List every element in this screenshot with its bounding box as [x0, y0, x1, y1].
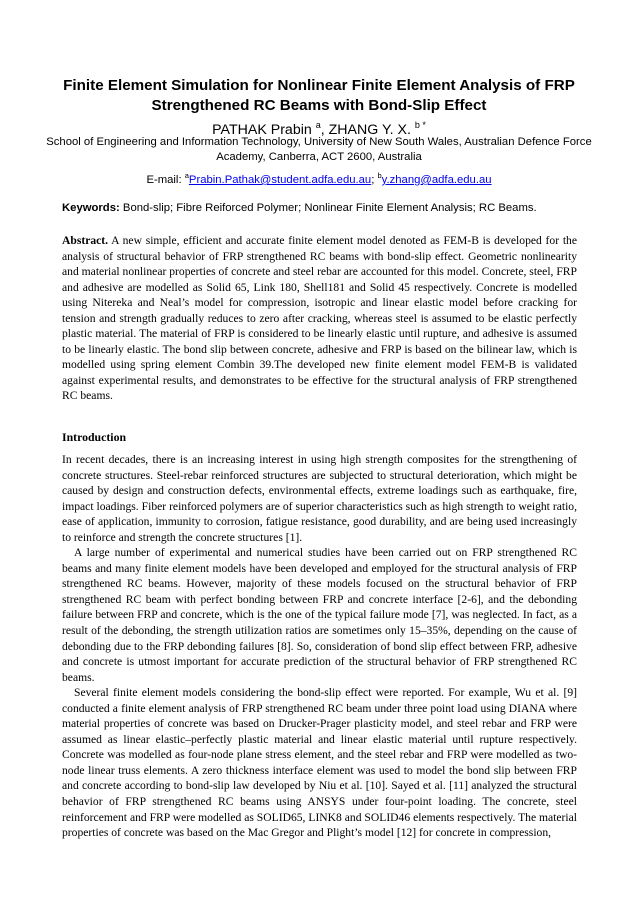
introduction-heading: Introduction — [62, 430, 127, 444]
paper-title: Finite Element Simulation for Nonlinear Finite Element Analysis of FRP Strengthened RC Beams with Bond-Slip Effect — [63, 77, 575, 114]
email-2-mark: b — [377, 171, 382, 180]
email-1-mark: a — [184, 171, 189, 180]
abstract — [62, 233, 577, 404]
email-line — [40, 168, 598, 188]
abstract-text: A new simple, efficient and accurate finite element model denoted as FEM-B is developed for the analysis of structural behavior of FRP strengthened RC beams with bond-slip effect. Geometric nonlinearity and material nonlinear properties of concrete and steel rebar are accounted for this model. Concrete, steel, FRP and adhesive are modelled as Solid 65, Link 180, Shell181 and Solid 45 respectively. Concrete is modelled using Nitereka and Neal’s model for compression, isotropic and linear elastic model before cracking for tension and strength gradually reduces to zero after cracking, whereas steel is assumed to be elastic perfectly plastic material. The material of FRP is considered to be linearly elastic until rupture, and adhesive is assumed to be linearly elastic. The bond slip between concrete, adhesive and FRP is based on the bilinear law, which is modelled using spring element Combin 39.The developed new finite element model FEM-B is validated against experimental results, and demonstrates to be effective for the structural analysis of FRP strengthened RC beams. — [62, 234, 577, 403]
affiliation: School of Engineering and Information Technology, University of New South Wales, Australian Defence Force Academy, Canberra, ACT 2600, Australia — [46, 136, 592, 163]
email-link-author-2[interactable]: y.zhang@adfa.edu.au — [381, 174, 492, 186]
author-separator: , — [320, 122, 325, 138]
keywords-text: Bond-slip; Fibre Reiforced Polymer; Nonlinear Finite Element Analysis; RC Beams. — [122, 202, 537, 214]
keywords-label: Keywords: — [62, 202, 120, 214]
introduction-paragraph-2: A large number of experimental and numerical studies have been carried out on FRP strengthened RC beams and many finite element models have been developed and employed for the structural analysis of FRP strengthened RC beams. However, majority of these models focused on the structural behavior of FRP strengthened RC beam with perfect bonding between FRP and concrete interface [2-6], and the debonding failure between FRP and concrete, which is the one of the typical failure mode [7], was neglected. In fact, as a result of the debonding, the strength utilization ratios are sometimes only 15–35%, depending on the cause of debonding due to the FRP debonding failures [8]. So, consideration of bond slip effect between FRP, adhesive and concrete is utmost important for accurate prediction of the structural behavior of FRP strengthened RC beams. — [62, 546, 577, 684]
email-separator: ; — [371, 174, 375, 186]
author-1-affiliation-mark: a — [315, 120, 321, 130]
author-2-affiliation-mark: b * — [414, 120, 426, 130]
introduction-paragraph-3: Several finite element models considering the bond-slip effect were reported. For example, Wu et al. [9] conducted a finite element analysis of FRP strengthened RC beam under three point load using DIANA where material properties of concrete was based on Drucker-Prager plasticity model, and steel rebar and FRP were assumed as linear elastic–perfectly plastic material and linear elastic material until rupture respectively. Concrete was modelled as four-node plane stress element, and the steel rebar and FRP were modelled as two-node linear truss elements. A zero thickness interface element was used to model the bond slip between FRP and concrete according to bond-slip law developed by Niu et al. [10]. Sayed et al. [11] analyzed the structural behavior of FRP strengthened RC beams using ANSYS under four-point loading. The concrete, steel reinforcement and FRP were modelled as SOLID65, LINK8 and SOLID46 elements respectively. The material properties of concrete was based on the Mac Gregor and Plight’s model [12] for concrete in compression, — [62, 686, 577, 840]
author-2-name: ZHANG Y. X. — [328, 122, 411, 138]
keywords — [62, 201, 582, 216]
author-1-name: PATHAK Prabin — [212, 122, 312, 138]
introduction-paragraph-1: In recent decades, there is an increasing interest in using high strength composites for the strengthening of concrete structures. Steel-rebar reinforced structures are subjected to structural deterioration, which might be caused by design and construction defects, environmental effects, extreme loadings such as earthquake, fire, impact loadings. Fiber reinforced polymers are of superior characteristics such as high strength to weight ratio, ease of application, immunity to corrosion, fatigue resistance, good durability, and are being used increasingly to reinforce and strength the concrete structures [1]. — [62, 453, 577, 544]
email-link-author-1[interactable]: Prabin.Pathak@student.adfa.edu.au — [188, 174, 372, 186]
abstract-label: Abstract. — [62, 234, 109, 247]
email-label: E-mail: — [146, 174, 182, 186]
introduction-body — [62, 452, 577, 841]
